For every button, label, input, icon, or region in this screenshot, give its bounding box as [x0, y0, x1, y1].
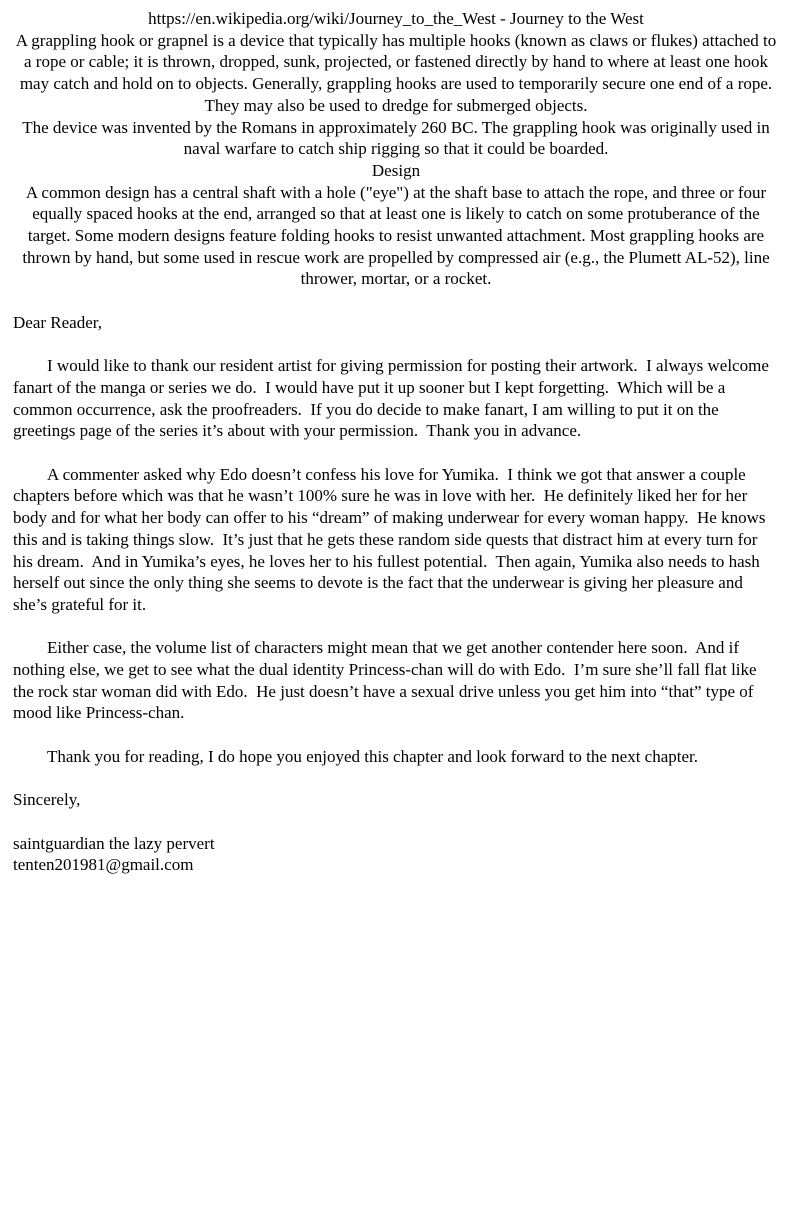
letter-paragraph-commenter: A commenter asked why Edo doesn’t confess his love for Yumika. I think we got that answer a couple chapters before which was that he wasn’t 100% sure he was in love with her. He definitely liked her for her body and for what her body can offer to his “dream” of making underwear for every woman happy. He knows this and is taking things slow. It’s just that he gets these random side quests that distract him at every turn for his dream. And in Yumika’s eyes, he loves her to his fullest potential. Then again, Yumika also needs to hash herself out since the only thing she seems to devote is the fact that the underwear is giving her pleasure and she’s grateful for it.	[13, 464, 770, 614]
article-excerpt-block	[13, 8, 779, 290]
letter-salutation: Dear Reader,	[13, 312, 102, 332]
article-paragraph-history: The device was invented by the Romans in approximately 260 BC. The grappling hook was originally used in naval warfare to catch ship rigging so that it could be boarded.	[22, 117, 775, 159]
article-paragraph-overview: A grappling hook or grapnel is a device that typically has multiple hooks (known as claws or flukes) attached to a rope or cable; it is thrown, dropped, sunk, projected, or fastened directly by hand to where at least one hook may catch and hold on to objects. Generally, grappling hooks are used to temporarily secure one end of a rope. They may also be used to dredge for submerged objects.	[15, 30, 781, 115]
letter-paragraph-either-case: Either case, the volume list of characters might mean that we get another contender here soon. And if nothing else, we get to see what the dual identity Princess-chan will do with Edo. I’m sure she’ll fall flat like the rock star woman did with Edo. He just doesn’t have a sexual drive unless you get him into “that” type of mood like Princess-chan.	[13, 638, 761, 723]
afterword-letter	[13, 312, 779, 876]
signature-email: tenten201981@gmail.com	[13, 855, 194, 875]
letter-closing: Sincerely,	[13, 790, 81, 810]
letter-paragraph-thanks: Thank you for reading, I do hope you enjoyed this chapter and look forward to the next chapter.	[47, 746, 698, 766]
letter-paragraph-fanart: I would like to thank our resident artist for giving permission for posting their artwork. I always welcome fanart of the manga or series we do. I would have put it up sooner but I kept forgetting. Which will be a common occurrence, ask the proofreaders. If you do decide to make fanart, I am willing to put it on the greetings page of the series it’s about with your permission. Thank you in advance.	[13, 356, 774, 441]
article-paragraph-design: A common design has a central shaft with a hole ("eye") at the shaft base to attach the rope, and three or four equally spaced hooks at the end, arranged so that at least one is likely to catch on some protuberance of the target. Some modern designs feature folding hooks to resist unwanted attachment. Most grappling hooks are thrown by hand, but some used in rescue work are propelled by compressed air (e.g., the Plumett AL-52), line thrower, mortar, or a rocket.	[22, 182, 774, 289]
article-section-title: Design	[371, 160, 421, 180]
source-url-line: https://en.wikipedia.org/wiki/Journey_to_the_West - Journey to the West	[148, 9, 644, 28]
signature-block	[13, 833, 779, 876]
signature-name: saintguardian the lazy pervert	[13, 833, 215, 853]
